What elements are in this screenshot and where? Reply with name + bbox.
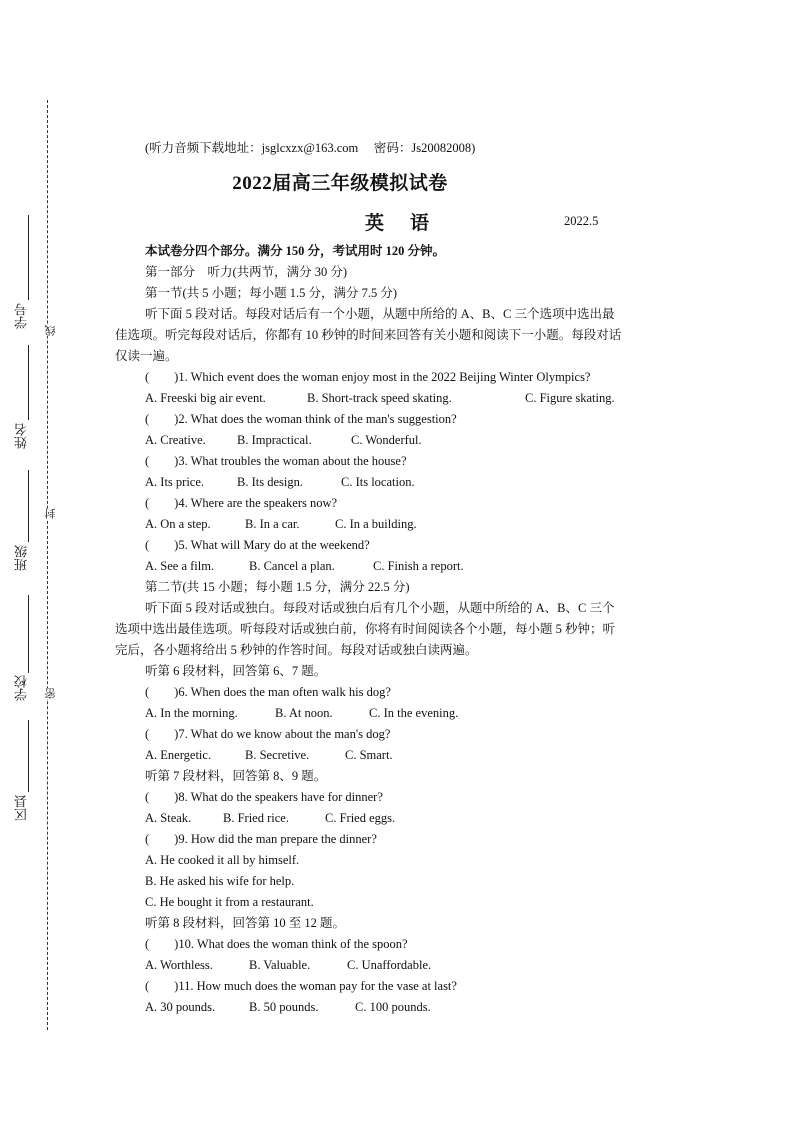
question-9-stem: ( )9. How did the man prepare the dinner? (145, 832, 377, 846)
question-6-stem: ( )6. When does the man often walk his dog? (145, 685, 391, 699)
section1-instructions-3: 仅读一遍。 (115, 349, 178, 363)
seal-feng-char: 封 (45, 508, 57, 519)
question-2-stem: ( )2. What does the woman think of the man's suggestion? (145, 412, 457, 426)
question-5-option-b[interactable]: B. Cancel a plan. (249, 559, 335, 573)
question-9-option-b[interactable]: B. He asked his wife for help. (145, 874, 295, 888)
section1-instructions-1: 听下面 5 段对话。每段对话后有一个小题，从题中所给的 A、B、C 三个选项中选出最 (145, 307, 615, 321)
name-label: 姓名 (14, 423, 29, 449)
question-9-option-c[interactable]: C. He bought it from a restaurant. (145, 895, 314, 909)
question-3-option-b[interactable]: B. Its design. (237, 475, 303, 489)
exam-date: 2022.5 (564, 214, 599, 228)
question-3-option-c[interactable]: C. Its location. (341, 475, 415, 489)
question-5-option-a[interactable]: A. See a film. (145, 559, 215, 573)
material-6-heading: 听第 6 段材料，回答第 6、7 题。 (145, 664, 327, 678)
seal-mi-char: 密 (45, 688, 57, 699)
question-11-option-a[interactable]: A. 30 pounds. (145, 1000, 216, 1014)
question-2-option-b[interactable]: B. Impractical. (237, 433, 312, 447)
question-5-stem: ( )5. What will Mary do at the weekend? (145, 538, 370, 552)
material-8-heading: 听第 8 段材料，回答第 10 至 12 题。 (145, 916, 346, 930)
binding-dashed-line (47, 100, 48, 1030)
question-8-option-a[interactable]: A. Steak. (145, 811, 192, 825)
question-4-option-a[interactable]: A. On a step. (145, 517, 211, 531)
question-2-option-a[interactable]: A. Creative. (145, 433, 206, 447)
section2-heading: 第二节(共 15 小题；每小题 1.5 分，满分 22.5 分) (145, 580, 410, 594)
question-8-option-c[interactable]: C. Fried eggs. (325, 811, 396, 825)
student-number-label: 学号 (14, 303, 29, 329)
district-label: 区县 (14, 795, 29, 821)
question-3-stem: ( )3. What troubles the woman about the house? (145, 454, 407, 468)
question-10-option-a[interactable]: A. Worthless. (145, 958, 213, 972)
question-1-stem: ( )1. Which event does the woman enjoy most in the 2022 Beijing Winter Olympics? (145, 370, 591, 384)
section2-instructions-1: 听下面 5 段对话或独白。每段对话或独白后有几个小题，从题中所给的 A、B、C 三个 (145, 601, 615, 615)
section2-instructions-2: 选项中选出最佳选项。听每段对话或独白前，你将有时间阅读各个小题，每小题 5 秒钟；听 (115, 622, 616, 636)
part1-heading: 第一部分 听力(共两节，满分 30 分) (145, 265, 348, 279)
district-field[interactable] (28, 720, 29, 792)
section1-heading: 第一节(共 5 小题；每小题 1.5 分，满分 7.5 分) (145, 286, 398, 300)
question-4-stem: ( )4. Where are the speakers now? (145, 496, 338, 510)
school-label: 学校 (14, 675, 29, 701)
question-11-option-c[interactable]: C. 100 pounds. (355, 1000, 431, 1014)
exam-intro: 本试卷分四个部分。满分 150 分，考试用时 120 分钟。 (145, 244, 446, 258)
question-6-option-c[interactable]: C. In the evening. (369, 706, 459, 720)
class-label: 班级 (14, 545, 29, 571)
question-10-stem: ( )10. What does the woman think of the spoon? (145, 937, 408, 951)
question-8-stem: ( )8. What do the speakers have for dinner? (145, 790, 383, 804)
school-field[interactable] (28, 595, 29, 673)
question-2-option-c[interactable]: C. Wonderful. (351, 433, 422, 447)
student-number-field[interactable] (28, 215, 29, 300)
seal-line-char: 线 (45, 325, 57, 336)
question-11-stem: ( )11. How much does the woman pay for the vase at last? (145, 979, 457, 993)
question-1-option-c[interactable]: C. Figure skating. (525, 391, 615, 405)
question-8-option-b[interactable]: B. Fried rice. (223, 811, 289, 825)
question-7-option-a[interactable]: A. Energetic. (145, 748, 212, 762)
name-field[interactable] (28, 345, 29, 420)
question-4-option-c[interactable]: C. In a building. (335, 517, 417, 531)
question-7-stem: ( )7. What do we know about the man's dog? (145, 727, 391, 741)
question-10-option-b[interactable]: B. Valuable. (249, 958, 311, 972)
question-9-option-a[interactable]: A. He cooked it all by himself. (145, 853, 300, 867)
question-7-option-c[interactable]: C. Smart. (345, 748, 393, 762)
question-3-option-a[interactable]: A. Its price. (145, 475, 205, 489)
question-7-option-b[interactable]: B. Secretive. (245, 748, 310, 762)
exam-title: 2022届高三年级模拟试卷 (232, 173, 448, 194)
question-6-option-a[interactable]: A. In the morning. (145, 706, 238, 720)
section1-instructions-2: 佳选项。听完每段对话后，你都有 10 秒钟的时间来回答有关小题和阅读下一小题。每段对话 (115, 328, 622, 342)
question-5-option-c[interactable]: C. Finish a report. (373, 559, 464, 573)
subject-title: 英语 (365, 213, 456, 234)
question-10-option-c[interactable]: C. Unaffordable. (347, 958, 432, 972)
class-field[interactable] (28, 470, 29, 542)
question-11-option-b[interactable]: B. 50 pounds. (249, 1000, 319, 1014)
question-1-option-b[interactable]: B. Short-track speed skating. (307, 391, 452, 405)
audio-download-note: (听力音频下载地址：jsglcxzx@163.com 密码：Js20082008) (145, 141, 476, 155)
material-7-heading: 听第 7 段材料，回答第 8、9 题。 (145, 769, 327, 783)
question-1-option-a[interactable]: A. Freeski big air event. (145, 391, 266, 405)
question-4-option-b[interactable]: B. In a car. (245, 517, 300, 531)
section2-instructions-3: 完后，各小题将给出 5 秒钟的作答时间。每段对话或独白读两遍。 (115, 643, 478, 657)
question-6-option-b[interactable]: B. At noon. (275, 706, 333, 720)
